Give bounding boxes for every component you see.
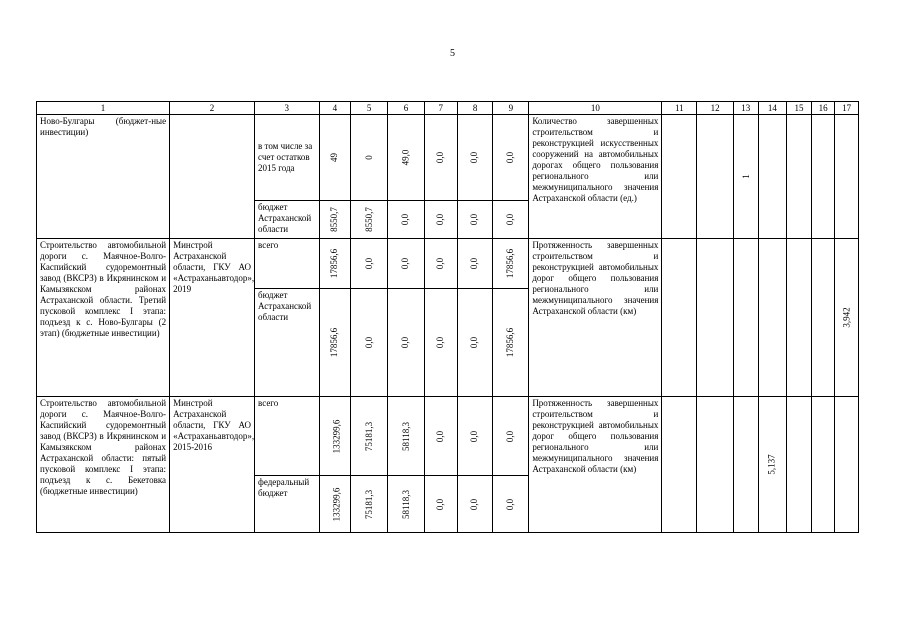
column-header-6: 6 bbox=[388, 102, 425, 115]
amount-cell bbox=[319, 397, 351, 476]
column-header-11: 11 bbox=[662, 102, 697, 115]
amount-value: 8550,7 bbox=[329, 207, 340, 232]
amount-cell bbox=[319, 288, 351, 397]
column-header-15: 15 bbox=[787, 102, 812, 115]
indicator-value-cell bbox=[662, 238, 697, 396]
amount-value: 17856,6 bbox=[329, 327, 340, 357]
amount-cell bbox=[424, 476, 457, 533]
executor-cell: Минстрой Астраханской области, ГКУ АО «Астраханьавтодор», 2019 bbox=[170, 238, 255, 396]
column-header-4: 4 bbox=[319, 102, 351, 115]
amount-value: 0,0 bbox=[505, 152, 516, 164]
amount-value: 0,0 bbox=[435, 213, 446, 226]
executor-cell bbox=[170, 115, 255, 239]
funding-source-cell: федеральный бюджет bbox=[255, 476, 319, 533]
amount-cell bbox=[319, 201, 351, 239]
amount-cell bbox=[388, 115, 425, 201]
column-header-13: 13 bbox=[734, 102, 759, 115]
object-name-cell: Строительство автомобильной дороги с. Маячное-Волго-Каспийский судоремонтный завод (ВКСРЗ) в Икрянинском и Камызякском районах Астраханской области. Третий пусковой комплекс I этапа: подъезд к с. Ново-Булгары (2 этап) (бюджетные инвестиции) bbox=[37, 238, 170, 396]
indicator-value-cell bbox=[697, 238, 734, 396]
indicator-value-cell bbox=[662, 397, 697, 533]
amount-value: 0,0 bbox=[400, 336, 411, 348]
amount-value: 17856,6 bbox=[505, 248, 516, 278]
column-header-9: 9 bbox=[493, 102, 529, 115]
amount-value: 0,0 bbox=[400, 257, 411, 269]
funding-source-cell: всего bbox=[255, 238, 319, 288]
amount-cell bbox=[388, 397, 425, 476]
indicator-value-cell bbox=[787, 238, 812, 396]
indicator-value-cell bbox=[835, 238, 859, 396]
amount-value: 0,0 bbox=[469, 257, 480, 269]
amount-value: 0 bbox=[363, 155, 374, 161]
indicator-value-cell bbox=[734, 238, 759, 396]
amount-value: 0,0 bbox=[469, 498, 480, 510]
indicator-value-cell bbox=[697, 115, 734, 239]
amount-value: 0,0 bbox=[435, 336, 446, 348]
amount-value: 17856,6 bbox=[505, 327, 516, 357]
amount-cell bbox=[424, 397, 457, 476]
column-header-2: 2 bbox=[170, 102, 255, 115]
amount-cell bbox=[388, 201, 425, 239]
amount-value: 8550,7 bbox=[363, 207, 374, 232]
amount-cell bbox=[351, 238, 388, 288]
indicator-value: 5,137 bbox=[766, 454, 777, 475]
amount-cell bbox=[351, 201, 388, 239]
amount-cell bbox=[351, 288, 388, 397]
indicator-name-cell: Протяженность завершенных строительством и реконструкцией автомобильных дорог общего пользования регионального или межмуниципального значения Астраханской области (км) bbox=[529, 238, 662, 396]
indicator-value-cell bbox=[787, 115, 812, 239]
page-number: 5 bbox=[450, 48, 455, 59]
indicator-value-cell bbox=[811, 115, 835, 239]
amount-value: 133299,6 bbox=[330, 419, 341, 453]
amount-cell bbox=[351, 476, 388, 533]
table-row bbox=[37, 397, 859, 476]
program-table bbox=[36, 101, 859, 533]
indicator-value-cell bbox=[758, 238, 787, 396]
funding-source-cell: бюджет Астраханской области bbox=[255, 201, 319, 239]
amount-cell bbox=[457, 288, 493, 397]
amount-value: 0,0 bbox=[505, 430, 516, 442]
amount-cell bbox=[424, 115, 457, 201]
amount-cell bbox=[388, 238, 425, 288]
indicator-value-cell bbox=[734, 115, 759, 239]
object-name-cell: Строительство автомобильной дороги с. Маячное-Волго-Каспийский судоремонтный завод (ВКСРЗ) в Икрянинском и Камызякском районах Астраханской области: пятый пусковой комплекс I этапа: подъезд к с. Бекетовка (бюджетные инвестиции) bbox=[37, 397, 170, 533]
amount-cell bbox=[457, 238, 493, 288]
amount-value: 0,0 bbox=[505, 498, 516, 510]
header-row bbox=[37, 102, 859, 115]
column-header-12: 12 bbox=[697, 102, 734, 115]
amount-cell bbox=[493, 115, 529, 201]
amount-value: 0,0 bbox=[435, 430, 446, 442]
column-header-1: 1 bbox=[37, 102, 170, 115]
amount-value: 0,0 bbox=[363, 257, 374, 269]
column-header-17: 17 bbox=[835, 102, 859, 115]
indicator-name-cell: Количество завершенных строительством и реконструкцией искусственных сооружений на автомобильных дорогах общего пользования регионального или межмуниципального значения Астраханской области (ед.) bbox=[529, 115, 662, 239]
amount-cell bbox=[319, 115, 351, 201]
amount-value: 49 bbox=[329, 153, 340, 163]
amount-value: 0,0 bbox=[469, 152, 480, 164]
funding-source-cell: бюджет Астраханской области bbox=[255, 288, 319, 397]
object-name-cell: Ново-Булгары (бюджет-ные инвестиции) bbox=[37, 115, 170, 239]
indicator-value-cell bbox=[835, 115, 859, 239]
indicator-value-cell bbox=[835, 397, 859, 533]
amount-value: 0,0 bbox=[469, 213, 480, 226]
amount-cell bbox=[457, 115, 493, 201]
column-header-7: 7 bbox=[424, 102, 457, 115]
amount-cell bbox=[388, 476, 425, 533]
column-header-14: 14 bbox=[758, 102, 787, 115]
indicator-value-cell bbox=[734, 397, 759, 533]
amount-value: 17856,6 bbox=[329, 248, 340, 278]
amount-cell bbox=[493, 238, 529, 288]
amount-cell bbox=[457, 397, 493, 476]
amount-cell bbox=[493, 397, 529, 476]
column-header-3: 3 bbox=[255, 102, 319, 115]
amount-cell bbox=[457, 476, 493, 533]
amount-value: 0,0 bbox=[469, 336, 480, 348]
amount-cell bbox=[351, 115, 388, 201]
amount-value: 49,0 bbox=[400, 149, 411, 166]
executor-cell: Минстрой Астраханской области, ГКУ АО «Астраханьавтодор», 2015-2016 bbox=[170, 397, 255, 533]
indicator-value: 1 bbox=[740, 174, 751, 179]
column-header-8: 8 bbox=[457, 102, 493, 115]
indicator-value-cell bbox=[811, 238, 835, 396]
amount-value: 58118,3 bbox=[400, 421, 411, 451]
amount-value: 0,0 bbox=[435, 257, 446, 269]
amount-value: 0,0 bbox=[435, 152, 446, 164]
indicator-value-cell bbox=[787, 397, 812, 533]
amount-value: 0,0 bbox=[400, 213, 411, 226]
amount-value: 58118,3 bbox=[400, 489, 411, 519]
amount-value: 0,0 bbox=[363, 336, 374, 348]
table-row bbox=[37, 115, 859, 201]
column-header-5: 5 bbox=[351, 102, 388, 115]
amount-value: 0,0 bbox=[435, 498, 446, 510]
indicator-value-cell bbox=[758, 397, 787, 533]
amount-cell bbox=[493, 476, 529, 533]
amount-value: 133299,6 bbox=[330, 487, 341, 521]
amount-cell bbox=[457, 201, 493, 239]
indicator-value-cell bbox=[697, 397, 734, 533]
amount-cell bbox=[493, 288, 529, 397]
indicator-value-cell bbox=[811, 397, 835, 533]
amount-cell bbox=[424, 238, 457, 288]
funding-source-cell: всего bbox=[255, 397, 319, 476]
amount-cell bbox=[351, 397, 388, 476]
indicator-value: 3,942 bbox=[841, 307, 852, 328]
amount-cell bbox=[319, 238, 351, 288]
amount-value: 75181,3 bbox=[363, 421, 374, 451]
indicator-name-cell: Протяженность завершенных строительством и реконструкцией автомобильных дорог общего пользования регионального или межмуниципального значения Астраханской области (км) bbox=[529, 397, 662, 533]
column-header-16: 16 bbox=[811, 102, 835, 115]
funding-source-cell: в том числе за счет остатков 2015 года bbox=[255, 115, 319, 201]
amount-cell bbox=[388, 288, 425, 397]
amount-cell bbox=[319, 476, 351, 533]
amount-cell bbox=[424, 201, 457, 239]
amount-cell bbox=[493, 201, 529, 239]
amount-cell bbox=[424, 288, 457, 397]
amount-value: 0,0 bbox=[505, 213, 516, 226]
indicator-value-cell bbox=[662, 115, 697, 239]
amount-value: 75181,3 bbox=[363, 489, 374, 519]
amount-value: 0,0 bbox=[469, 430, 480, 442]
indicator-value-cell bbox=[758, 115, 787, 239]
table-row bbox=[37, 238, 859, 288]
column-header-10: 10 bbox=[529, 102, 662, 115]
